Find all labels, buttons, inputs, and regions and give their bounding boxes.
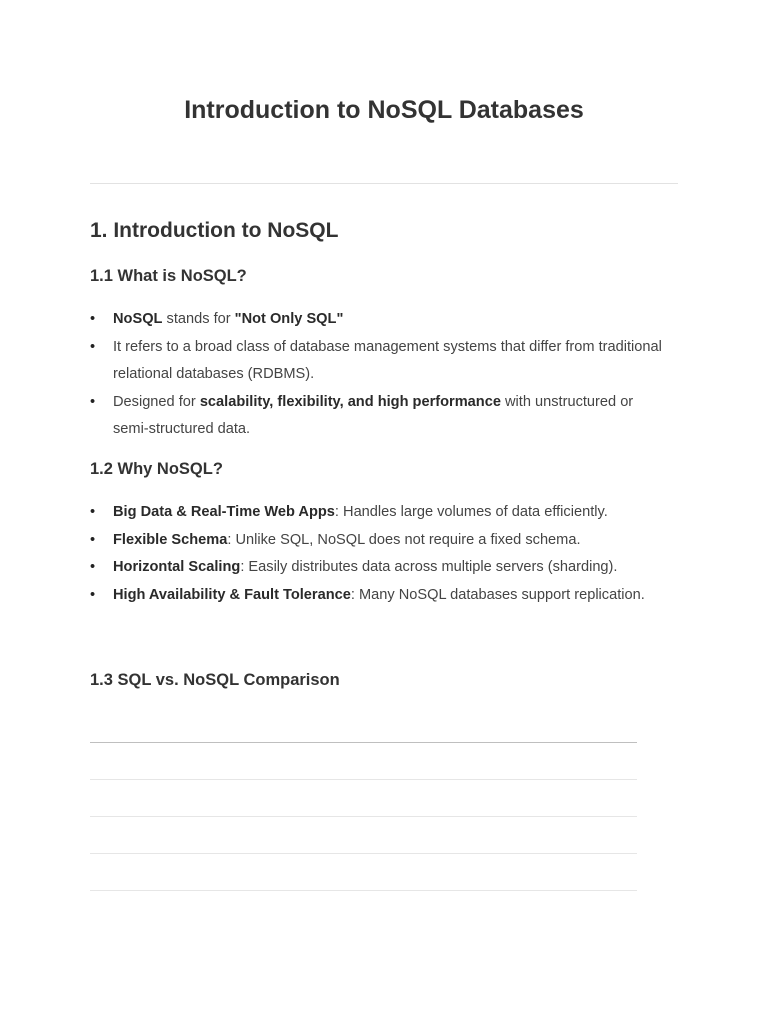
- text: stands for: [162, 311, 235, 327]
- table-row: [90, 743, 637, 780]
- list-item: [90, 554, 670, 582]
- term: Flexible Schema: [113, 531, 228, 548]
- table-row: [90, 854, 637, 891]
- subsection-heading-what: 1.1 What is NoSQL?: [90, 267, 247, 285]
- bullet-icon: •: [90, 311, 96, 327]
- bullet-icon: •: [90, 338, 96, 355]
- document-title: Introduction to NoSQL Databases: [184, 96, 584, 124]
- term: Big Data & Real-Time Web Apps: [113, 504, 335, 520]
- description: : Handles large volumes of data efficiently.: [334, 504, 608, 520]
- bullet-icon: •: [90, 586, 96, 603]
- bullet-icon: •: [90, 559, 96, 576]
- term: "Not Only SQL": [234, 311, 344, 327]
- description: : Many NoSQL databases support replication.: [350, 586, 645, 603]
- list-item: [90, 499, 670, 527]
- why-nosql-list: [90, 499, 670, 609]
- text: It refers to a broad class of database management systems that differ from traditional relational databases (RDBMS).: [113, 338, 662, 383]
- bullet-icon: •: [90, 504, 96, 520]
- table-row: [90, 780, 637, 817]
- comparison-table: [90, 742, 637, 891]
- text: Designed for: [113, 393, 200, 410]
- subsection-heading-why: 1.2 Why NoSQL?: [90, 460, 223, 478]
- title-divider: [90, 183, 678, 184]
- term: scalability, flexibility, and high performance: [199, 393, 501, 410]
- list-item: [90, 389, 670, 444]
- description: : Easily distributes data across multiple servers (sharding).: [240, 559, 618, 576]
- term: High Availability & Fault Tolerance: [113, 586, 351, 603]
- list-item: [90, 306, 670, 334]
- section-heading: 1. Introduction to NoSQL: [90, 219, 339, 242]
- text: with unstructured or semi-structured data.: [113, 393, 634, 438]
- bullet-icon: •: [90, 531, 96, 548]
- list-item: [90, 527, 670, 555]
- term: Horizontal Scaling: [113, 559, 241, 576]
- list-item: [90, 334, 670, 389]
- term: NoSQL: [113, 311, 163, 327]
- list-item: [90, 582, 670, 610]
- table-row: [90, 817, 637, 854]
- subsection-heading-comparison: 1.3 SQL vs. NoSQL Comparison: [90, 671, 340, 689]
- what-is-nosql-list: [90, 306, 670, 444]
- bullet-icon: •: [90, 393, 96, 410]
- description: : Unlike SQL, NoSQL does not require a fixed schema.: [227, 531, 581, 548]
